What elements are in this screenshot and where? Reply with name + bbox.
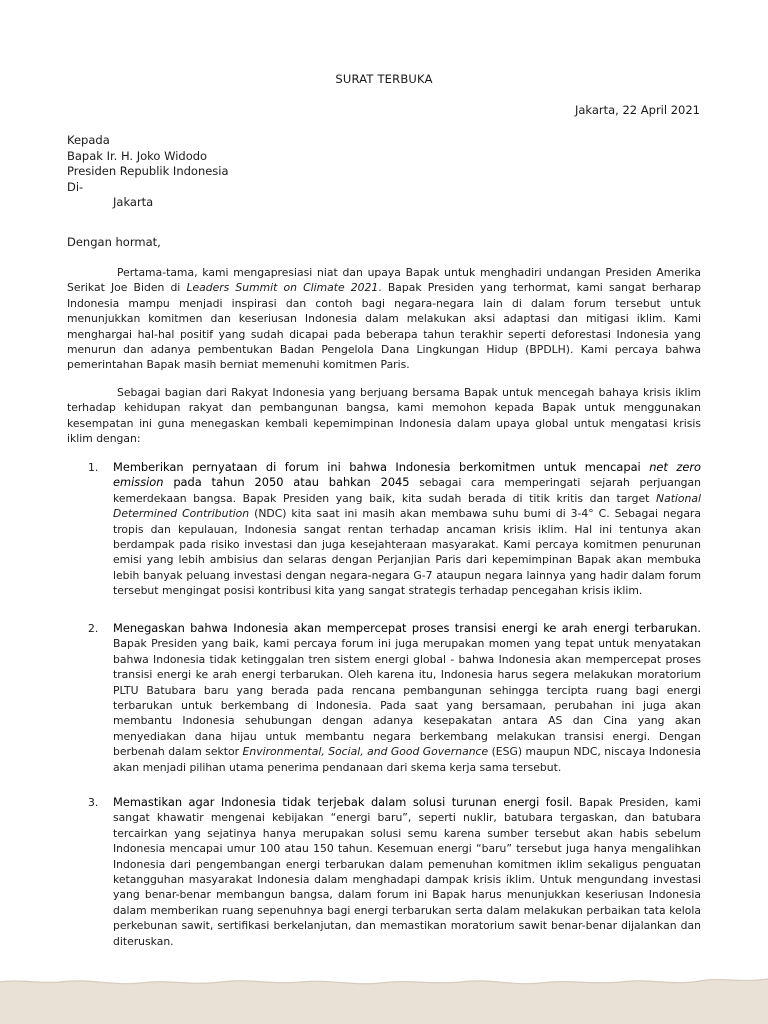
letter-title: SURAT TERBUKA: [335, 72, 433, 86]
recipient-address: [67, 133, 229, 211]
list-item: [88, 460, 701, 599]
item-body: (ESG) maupun NDC, niscaya Indonesia akan menjadi pilihan utama penerima pendanaan dari skema kerja sama tersebut.: [113, 745, 702, 774]
item-body: Bapak Presiden yang baik, kami percaya forum ini juga merupakan momen yang tepat untuk menyatakan bahwa Indonesia tidak ketinggalan tren sistem energi global - bahwa Indonesia akan mempercepat proses transisi energi ke arah energi terbarukan. Oleh karena itu, Indonesia harus segera melakukan moratorium PLTU Batubara baru yang berada pada rencana pembangunan sehingga tercipta ruang bagi energi terbarukan untuk berkembang di Indonesia. Pada saat yang bersamaan, perubahan ini juga akan membantu Indonesia sehubungan dengan adanya kesepakatan antara AS dan Cina yang akan menyediakan dana hijau untuk membantu negara berkembang melakukan transisi energi. Dengan berbenah dalam sektor: [113, 637, 701, 759]
item-body: sebagai cara memperingati sejarah perjuangan kemerdekaan bangsa. Bapak Presiden yang baik, kita sudah berada di titik kritis dan target: [113, 476, 701, 505]
paragraph-text: Sebagai bagian dari Rakyat Indonesia yang berjuang bersama Bapak untuk mencegah bahaya krisis iklim terhadap kehidupan rakyat dan pembangunan bangsa, kami memohon kepada Bapak untuk menggunakan kesempatan ini guna menegaskan kembali kepemimpinan Indonesia dalam upaya global untuk mengatasi krisis iklim dengan:: [67, 386, 701, 446]
torn-edge-shape: [0, 965, 768, 1024]
list-item: [88, 621, 701, 775]
paragraph-text: Pertama-tama, kami mengapresiasi niat dan upaya Bapak untuk menghadiri undangan Presiden Amerika Serikat Joe Biden di: [67, 266, 701, 295]
greeting: Dengan hormat,: [67, 235, 161, 249]
item-lead-text: pada tahun 2050 atau bahkan 2045: [163, 475, 410, 490]
paragraph-text: . Bapak Presiden yang terhormat, kami sangat berharap Indonesia mampu menjadi inspirasi dan contoh bagi negara-negara lain di dalam forum tersebut untuk menunjukkan komitmen dan keseriusan Indonesia dalam melakukan aksi adaptasi dan mitigasi iklim. Kami menghargai hal-hal positif yang sudah dicapai pada beberapa tahun terakhir seperti deforestasi Indonesia yang menurun dan adanya pembentukan Badan Pengelola Dana Lingkungan Hidup (BPDLH). Kami percaya bahwa pemerintahan Bapak masih berniat memenuhi komitmen Paris.: [67, 281, 701, 372]
item-lead: Menegaskan bahwa Indonesia akan mempercepat proses transisi energi ke arah energi terbarukan.: [113, 621, 701, 635]
letter-date: Jakarta, 22 April 2021: [574, 103, 700, 117]
paragraph-2: [67, 385, 701, 447]
item-lead-text: Memberikan pernyataan di forum ini bahwa Indonesia berkomitmen untuk mencapai: [113, 460, 650, 474]
item-body: (NDC) kita saat ini masih akan membawa suhu bumi di 3-4° C. Sebagai negara tropis dan kepulauan, Indonesia sangat rentan terhadap ancaman krisis iklim. Hal ini tentunya akan berdampak pada risiko investasi dan juga kesejahteraan masyarakat. Kami percaya komitmen penurunan emisi yang lebih ambisius dan selaras dengan Perjanjian Paris dari kepemimpinan Bapak akan membuka lebih banyak peluang investasi dengan negara-negara G-7 ataupun negara lainnya yang hadir dalam forum tersebut mengingat posisi kontribusi kita yang sangat strategis terhadap pencegahan krisis iklim.: [113, 507, 701, 598]
paragraph-1: [67, 265, 701, 373]
list-number: 3.: [88, 796, 99, 809]
item-lead-emphasis: net zero emission: [113, 460, 701, 490]
item-emphasis: National Determined Contribution: [113, 491, 701, 521]
address-line: Bapak Ir. H. Joko Widodo: [67, 148, 208, 163]
address-line: Di-: [67, 179, 84, 194]
list-item: [88, 795, 701, 949]
address-line: Presiden Republik Indonesia: [67, 164, 229, 178]
item-emphasis: Environmental, Social, and Good Governance: [242, 745, 489, 759]
item-lead: Memastikan agar Indonesia tidak terjebak dalam solusi turunan energi fosil.: [113, 795, 573, 809]
list-number: 1.: [88, 461, 99, 474]
address-line: Jakarta: [113, 195, 154, 209]
paragraph-emphasis: Leaders Summit on Climate 2021: [186, 281, 379, 295]
torn-paper-edge: [0, 965, 768, 1024]
address-line: Kepada: [67, 133, 110, 147]
list-number: 2.: [88, 622, 99, 635]
item-body: Bapak Presiden, kami sangat khawatir mengenai kebijakan “energi baru”, seperti nuklir, batubara tergaskan, dan batubara tercairkan yang sejatinya hanya merupakan solusi semu karena sumber tersebut akan habis sebelum Indonesia mencapai umur 100 atau 150 tahun. Kesemuan energi “baru” tersebut juga hanya mengalihkan Indonesia dari pengembangan energi terbarukan dalam pemenuhan komitmen iklim sekaligus penguatan ketangguhan masyarakat Indonesia dalam menghadapi dampak krisis iklim. Untuk mengundang investasi yang benar-benar membangun bangsa, dalam forum ini Bapak harus menunjukkan keseriusan Indonesia dalam memberikan ruang sepenuhnya bagi energi terbarukan serta dalam melakukan perbaikan tata kelola perkebunan sawit, sertifikasi berkelanjutan, dan memastikan moratorium sawit benar-benar dijalankan dan diteruskan.: [113, 796, 701, 948]
